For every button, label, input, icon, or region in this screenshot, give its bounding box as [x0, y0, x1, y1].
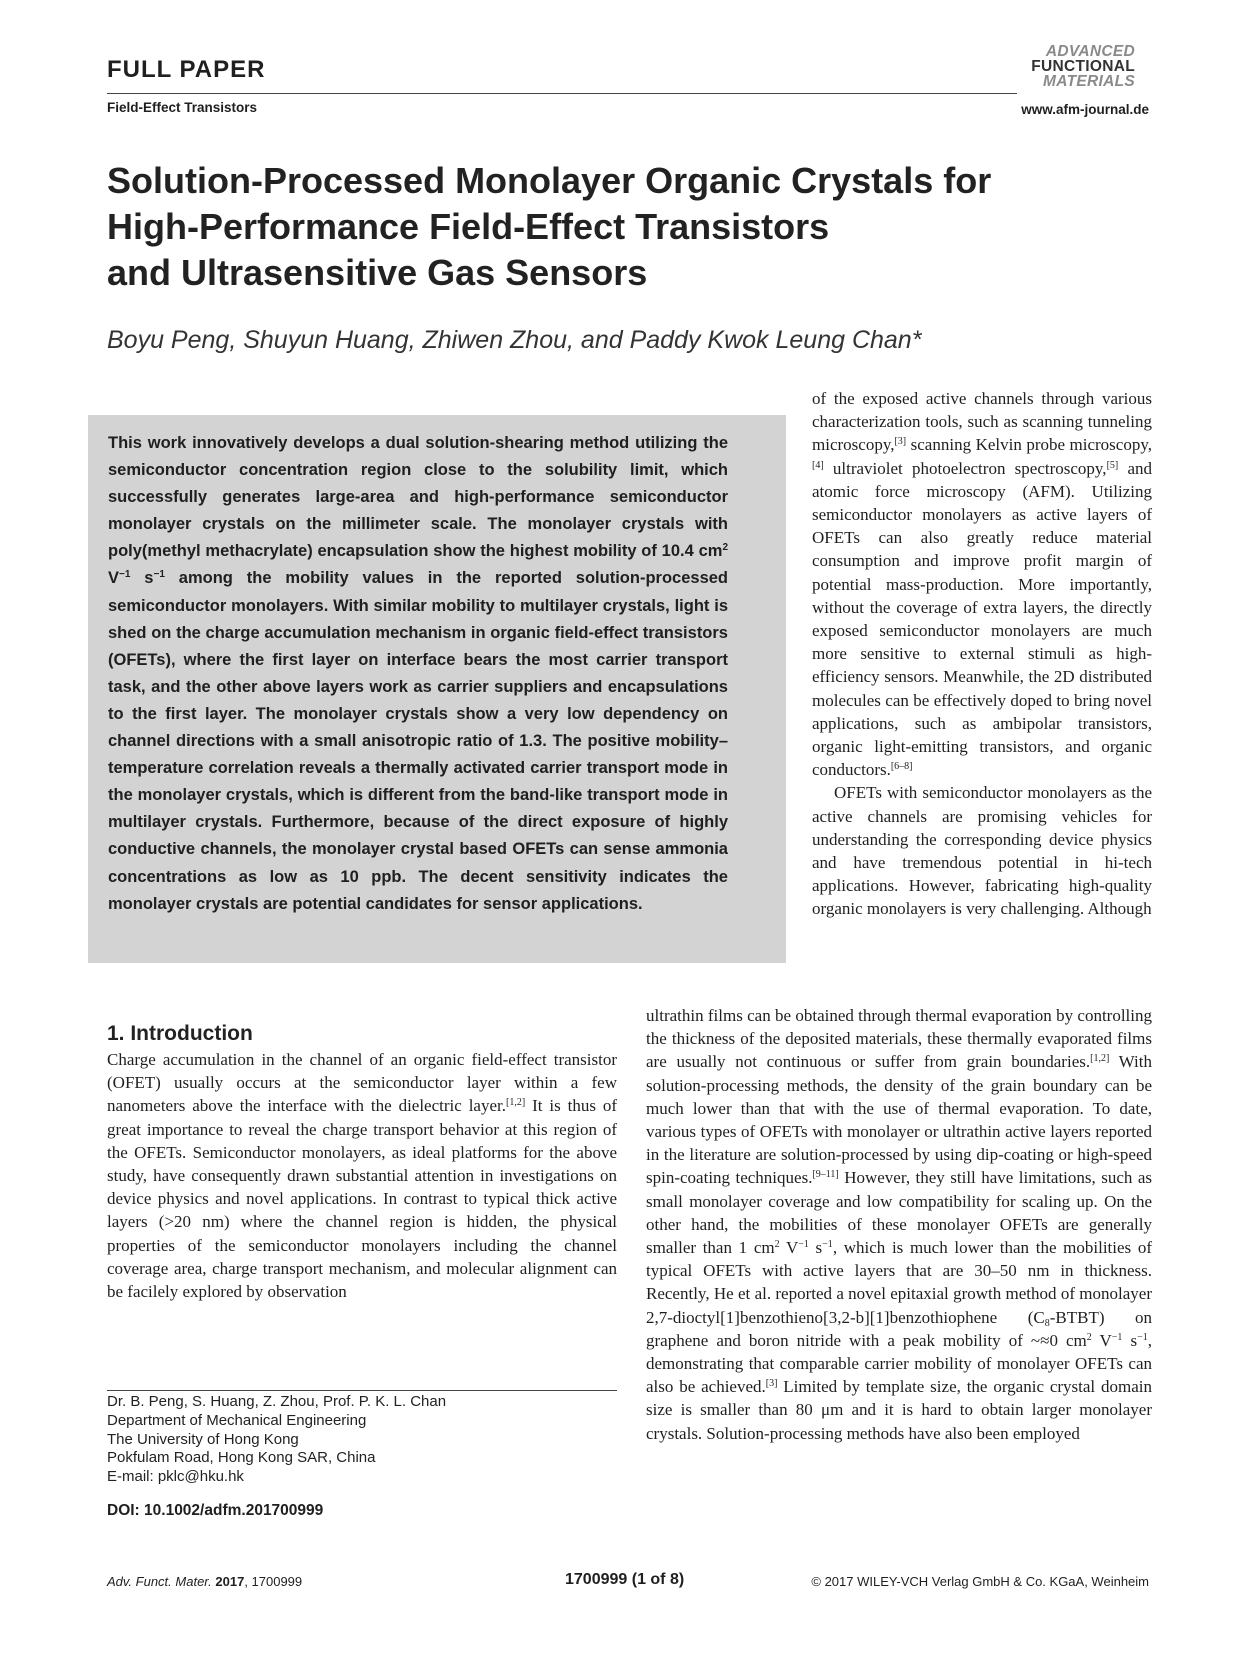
body-paragraph: Charge accumulation in the channel of an organic field-effect transistor (OFET) usually occurs at the semiconductor layer within a few nanometers above the interface with the dielectric layer.[1,2] It is thus of great importance to reveal the charge transport behavior at this region of the OFETs. Semiconductor monolayers, as ideal platforms for the above study, have consequently drawn substantial attention in investigations on device physics and novel applications. In contrast to typical thick active layers (>20 nm) where the channel region is hidden, the physical properties of the semiconductor monolayers including the channel coverage area, charge transport mechanism, and molecular alignment can be facilely explored by observation — [107, 1050, 617, 1302]
logo-line-materials: MATERIALS — [1043, 73, 1135, 90]
logo-line-functional: FUNCTIONAL — [1031, 58, 1135, 75]
body-paragraph: OFETs with semiconductor monolayers as the active channels are promising vehicles for understanding the corresponding device physics and have tremendous potential in hi-tech applications. However, fabricating high-quality organic monolayers is very challenging. Although — [812, 783, 1152, 919]
section-label: FULL PAPER — [107, 56, 266, 83]
journal-logo — [1005, 44, 1135, 89]
affiliation-line: The University of Hong Kong — [107, 1430, 299, 1448]
doi-link[interactable]: DOI: 10.1002/adfm.201700999 — [107, 1502, 324, 1519]
introduction-text — [107, 1048, 617, 1303]
body-paragraph: of the exposed active channels through various characterization tools, such as scanning tunneling microscopy,[3] scanning Kelvin probe microscopy,[4] ultraviolet photoelectron spectroscopy,[5] and atomic force microscopy (AFM). Utilizing semiconductor monolayers as active layers of OFETs can also greatly reduce material consumption and improve profit margin of potential mass-production. More importantly, without the coverage of extra layers, the directly exposed semiconductor monolayers are much more sensitive to external stimuli as high-efficiency sensors. Meanwhile, the 2D distributed molecules can be effectively doped to bring novel applications, such as ambipolar transistors, organic light-emitting transistors, and organic conductors.[6–8] — [812, 389, 1152, 780]
header-rule — [107, 93, 1017, 94]
affiliation-email[interactable]: E-mail: pklc@hku.hk — [107, 1468, 244, 1486]
title-line: Solution-Processed Monolayer Organic Crystals for — [107, 160, 992, 201]
citation-ref[interactable]: [5] — [1106, 459, 1119, 471]
right-column-top — [812, 387, 1152, 921]
affiliation-line: Pokfulam Road, Hong Kong SAR, China — [107, 1449, 376, 1467]
footer-article-number: , 1700999 — [244, 1574, 303, 1589]
body-paragraph: ultrathin films can be obtained through thermal evaporation by controlling the thickness of the deposited materials, these thermally evaporated films are usually not continuous or suffer from grain boundaries.[1,2] With solution-processing methods, the density of the grain boundary can be much lower than that with the use of thermal evaporation. To date, various types of OFETs with monolayer or ultrathin active layers reported in the literature are solution-processed by using dip-coating or high-speed spin-coating techniques.[9–11] However, they still have limitations, such as small monolayer coverage and low compatibility for scaling up. On the other hand, the mobilities of these monolayer OFETs are generally smaller than 1 $cm^2$ $V^{-1}$ $s^{-1}$, which is much lower than the mobilities of typical OFETs with active layers that are 30–50 nm in thickness. Recently, He et al. reported a novel epitaxial growth method of monolayer 2,7-dioctyl[1]benzothieno[3,2-b][1]benzothiophene $(C_8-BTBT)$ on graphene and boron nitride with a peak mobility of ~≈0 $cm^2$ $V^{-1}$ $s^{-1}$, demonstrating that comparable carrier mobility of monolayer OFETs can also be achieved.[3] Limited by template size, the organic crystal domain size is smaller than 80 μm and it is hard to obtain larger monolayer crystals. Solution-processing methods have also been employed — [646, 1006, 1152, 1443]
author-list: Boyu Peng, Shuyun Huang, Zhiwen Zhou, and Paddy Kwok Leung Chan* — [107, 326, 922, 354]
footer-year: 2017 — [215, 1574, 245, 1589]
citation-ref[interactable]: [6–8] — [890, 761, 913, 773]
citation-ref[interactable]: [1,2] — [1090, 1053, 1110, 1065]
footer-citation — [107, 1574, 302, 1589]
citation-ref[interactable]: [9–11] — [812, 1169, 839, 1181]
affiliation-block — [107, 1393, 446, 1487]
affiliation-line: Department of Mechanical Engineering — [107, 1411, 367, 1429]
abstract-text: This work innovatively develops a dual solution-shearing method utilizing the semiconductor concentration region close to the solubility limit, which successfully generates large-area and high-performance semiconductor monolayer crystals on the millimeter scale. The monolayer crystals with poly(methyl methacrylate) encapsulation show the highest mobility of 10.4 $cm^2$ $V^{-1}$ $s^{-1}$ among the mobility values in the reported solution-processed semiconductor monolayers. With similar mobility to multilayer crystals, light is shed on the charge accumulation mechanism in organic field-effect transistors (OFETs), where the first layer on interface bears the most carrier transport task, and the other above layers work as carrier suppliers and encapsulations to the first layer. The monolayer crystals show a very low dependency on channel directions with a small anisotropic ratio of 1.3. The positive mobility–temperature correlation reveals a thermally activated carrier transport mode in the monolayer crystals, which is different from the band-like transport mode in multilayer crystals. Furthermore, because of the direct exposure of highly conductive channels, the monolayer crystal based OFETs can sense ammonia concentrations as low as 10 ppb. The decent sensitivity indicates the monolayer crystals are potential candidates for sensor applications. — [108, 434, 728, 913]
citation-ref[interactable]: [3] — [765, 1378, 778, 1390]
title-line: and Ultrasensitive Gas Sensors — [107, 252, 648, 293]
citation-ref[interactable]: [1,2] — [506, 1097, 526, 1109]
section-heading-introduction: 1. Introduction — [107, 1022, 253, 1045]
paper-title — [107, 158, 1067, 296]
footer-copyright: © 2017 WILEY-VCH Verlag GmbH & Co. KGaA, Weinheim — [811, 1574, 1149, 1589]
footer-journal-abbrev: Adv. Funct. Mater. — [107, 1574, 212, 1589]
title-line: High-Performance Field-Effect Transistors — [107, 206, 830, 247]
citation-ref[interactable]: [4] — [812, 459, 824, 471]
affiliation-rule — [107, 1390, 617, 1391]
subject-label: Field-Effect Transistors — [107, 100, 258, 115]
logo-line-advanced: ADVANCED — [1045, 43, 1135, 60]
right-column-bottom — [646, 1004, 1152, 1445]
citation-ref[interactable]: [3] — [894, 436, 907, 448]
footer-page-number: 1700999 (1 of 8) — [565, 1571, 685, 1588]
affiliation-line: Dr. B. Peng, S. Huang, Z. Zhou, Prof. P. K. L. Chan — [107, 1393, 447, 1410]
journal-url-link[interactable]: www.afm-journal.de — [1021, 102, 1149, 117]
